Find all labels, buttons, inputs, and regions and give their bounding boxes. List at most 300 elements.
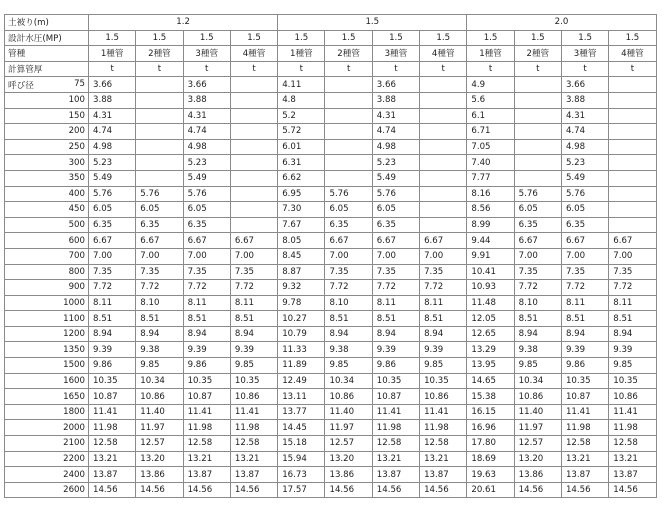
thickness-cell[interactable]: 10.87 bbox=[561, 389, 608, 405]
thickness-cell[interactable]: 15.38 bbox=[467, 389, 514, 405]
thickness-cell[interactable]: 6.35 bbox=[136, 217, 183, 233]
thickness-cell[interactable]: 11.97 bbox=[514, 420, 561, 436]
thickness-cell[interactable]: 8.11 bbox=[372, 295, 419, 311]
diameter-cell[interactable]: 450 bbox=[5, 202, 89, 218]
thickness-cell[interactable]: 7.00 bbox=[514, 248, 561, 264]
thickness-cell[interactable]: 12.58 bbox=[609, 436, 656, 452]
thickness-cell[interactable]: 8.99 bbox=[467, 217, 514, 233]
thickness-cell[interactable] bbox=[230, 108, 277, 124]
thickness-cell[interactable]: 6.67 bbox=[136, 233, 183, 249]
thickness-cell[interactable]: 10.34 bbox=[136, 373, 183, 389]
thickness-cell[interactable]: 8.94 bbox=[561, 326, 608, 342]
thickness-cell[interactable]: 12.58 bbox=[372, 436, 419, 452]
pipe-type-cell[interactable]: 4種管 bbox=[609, 46, 656, 62]
thickness-cell[interactable]: 14.56 bbox=[420, 482, 467, 498]
thickness-cell[interactable]: 3.88 bbox=[183, 92, 230, 108]
thickness-cell[interactable] bbox=[420, 92, 467, 108]
pipe-type-cell[interactable]: 4種管 bbox=[230, 46, 277, 62]
thickness-cell[interactable]: 13.21 bbox=[372, 451, 419, 467]
thickness-cell[interactable]: 7.35 bbox=[420, 264, 467, 280]
diameter-cell[interactable]: 2600 bbox=[5, 482, 89, 498]
thickness-cell[interactable]: 5.76 bbox=[514, 186, 561, 202]
thickness-cell[interactable]: 4.31 bbox=[183, 108, 230, 124]
pipe-type-cell[interactable]: 3種管 bbox=[372, 46, 419, 62]
thickness-cell[interactable] bbox=[230, 202, 277, 218]
thickness-cell[interactable]: 7.72 bbox=[325, 280, 372, 296]
thickness-cell[interactable]: 6.35 bbox=[325, 217, 372, 233]
diameter-cell[interactable]: 2000 bbox=[5, 420, 89, 436]
thickness-cell[interactable]: 13.21 bbox=[230, 451, 277, 467]
thickness-cell[interactable]: 12.57 bbox=[325, 436, 372, 452]
thickness-cell[interactable]: 7.72 bbox=[89, 280, 136, 296]
diameter-cell[interactable]: 1500 bbox=[5, 358, 89, 374]
thickness-cell[interactable]: 12.58 bbox=[420, 436, 467, 452]
thickness-cell[interactable]: 8.10 bbox=[514, 295, 561, 311]
thickness-cell[interactable]: 6.95 bbox=[278, 186, 325, 202]
thickness-cell[interactable]: 6.05 bbox=[514, 202, 561, 218]
diameter-cell[interactable]: 350 bbox=[5, 170, 89, 186]
thickness-cell[interactable]: 6.71 bbox=[467, 124, 514, 140]
thickness-cell[interactable]: 6.05 bbox=[89, 202, 136, 218]
thickness-cell[interactable]: 10.35 bbox=[230, 373, 277, 389]
thickness-cell[interactable] bbox=[514, 139, 561, 155]
thickness-cell[interactable]: 8.10 bbox=[325, 295, 372, 311]
thickness-cell[interactable]: 11.98 bbox=[89, 420, 136, 436]
pressure-cell[interactable]: 1.5 bbox=[183, 30, 230, 46]
thickness-cell[interactable]: 8.51 bbox=[89, 311, 136, 327]
thickness-cell[interactable]: 8.94 bbox=[609, 326, 656, 342]
thickness-cell[interactable]: 9.85 bbox=[325, 358, 372, 374]
thickness-cell[interactable]: 6.05 bbox=[183, 202, 230, 218]
thickness-cell[interactable]: 11.40 bbox=[136, 404, 183, 420]
thickness-cell[interactable]: 8.11 bbox=[561, 295, 608, 311]
thickness-cell[interactable]: 10.35 bbox=[89, 373, 136, 389]
thickness-cell[interactable]: 9.32 bbox=[278, 280, 325, 296]
thickness-cell[interactable] bbox=[136, 170, 183, 186]
unit-cell[interactable]: t bbox=[278, 61, 325, 77]
thickness-cell[interactable] bbox=[420, 139, 467, 155]
thickness-cell[interactable]: 9.86 bbox=[183, 358, 230, 374]
thickness-cell[interactable]: 8.51 bbox=[325, 311, 372, 327]
thickness-cell[interactable]: 6.67 bbox=[514, 233, 561, 249]
thickness-cell[interactable]: 17.57 bbox=[278, 482, 325, 498]
thickness-cell[interactable]: 13.20 bbox=[136, 451, 183, 467]
thickness-cell[interactable]: 4.31 bbox=[561, 108, 608, 124]
thickness-cell[interactable]: 4.98 bbox=[561, 139, 608, 155]
thickness-cell[interactable]: 19.63 bbox=[467, 467, 514, 483]
thickness-cell[interactable]: 13.87 bbox=[372, 467, 419, 483]
thickness-cell[interactable]: 13.86 bbox=[136, 467, 183, 483]
thickness-cell[interactable]: 10.86 bbox=[420, 389, 467, 405]
pressure-cell[interactable]: 1.5 bbox=[467, 30, 514, 46]
thickness-cell[interactable]: 11.41 bbox=[372, 404, 419, 420]
thickness-cell[interactable]: 11.41 bbox=[561, 404, 608, 420]
diameter-cell[interactable]: 300 bbox=[5, 155, 89, 171]
thickness-cell[interactable]: 14.56 bbox=[325, 482, 372, 498]
thickness-cell[interactable]: 6.31 bbox=[278, 155, 325, 171]
thickness-cell[interactable]: 8.51 bbox=[514, 311, 561, 327]
thickness-cell[interactable]: 5.49 bbox=[183, 170, 230, 186]
thickness-cell[interactable]: 13.20 bbox=[325, 451, 372, 467]
thickness-cell[interactable]: 14.56 bbox=[183, 482, 230, 498]
thickness-cell[interactable]: 13.21 bbox=[609, 451, 656, 467]
thickness-cell[interactable] bbox=[420, 155, 467, 171]
thickness-cell[interactable]: 11.98 bbox=[372, 420, 419, 436]
thickness-cell[interactable] bbox=[230, 217, 277, 233]
unit-cell[interactable]: t bbox=[136, 61, 183, 77]
thickness-cell[interactable]: 10.87 bbox=[89, 389, 136, 405]
pipe-type-cell[interactable]: 4種管 bbox=[420, 46, 467, 62]
thickness-cell[interactable]: 9.39 bbox=[372, 342, 419, 358]
thickness-cell[interactable] bbox=[325, 108, 372, 124]
diameter-cell[interactable]: 2400 bbox=[5, 467, 89, 483]
thickness-cell[interactable]: 11.89 bbox=[278, 358, 325, 374]
diameter-cell[interactable]: 500 bbox=[5, 217, 89, 233]
thickness-cell[interactable]: 9.39 bbox=[609, 342, 656, 358]
thickness-cell[interactable]: 15.94 bbox=[278, 451, 325, 467]
pipe-type-cell[interactable]: 1種管 bbox=[278, 46, 325, 62]
thickness-cell[interactable]: 8.11 bbox=[89, 295, 136, 311]
pipe-type-label[interactable]: 管種 bbox=[5, 46, 89, 62]
thickness-cell[interactable]: 6.35 bbox=[514, 217, 561, 233]
thickness-cell[interactable]: 7.00 bbox=[609, 248, 656, 264]
thickness-cell[interactable]: 5.72 bbox=[278, 124, 325, 140]
thickness-cell[interactable]: 11.97 bbox=[136, 420, 183, 436]
thickness-cell[interactable]: 4.98 bbox=[89, 139, 136, 155]
thickness-cell[interactable] bbox=[230, 92, 277, 108]
thickness-cell[interactable]: 10.86 bbox=[325, 389, 372, 405]
thickness-cell[interactable]: 7.35 bbox=[89, 264, 136, 280]
thickness-cell[interactable]: 9.86 bbox=[561, 358, 608, 374]
thickness-cell[interactable]: 11.40 bbox=[514, 404, 561, 420]
thickness-cell[interactable] bbox=[609, 139, 656, 155]
thickness-cell[interactable]: 7.72 bbox=[609, 280, 656, 296]
diameter-cell[interactable]: 1800 bbox=[5, 404, 89, 420]
unit-cell[interactable]: t bbox=[89, 61, 136, 77]
thickness-cell[interactable]: 13.29 bbox=[467, 342, 514, 358]
thickness-cell[interactable]: 14.56 bbox=[89, 482, 136, 498]
unit-cell[interactable]: t bbox=[514, 61, 561, 77]
thickness-cell[interactable] bbox=[136, 92, 183, 108]
unit-cell[interactable]: t bbox=[561, 61, 608, 77]
pipe-type-cell[interactable]: 1種管 bbox=[467, 46, 514, 62]
thickness-cell[interactable]: 8.51 bbox=[609, 311, 656, 327]
thickness-cell[interactable]: 4.74 bbox=[372, 124, 419, 140]
thickness-cell[interactable]: 3.66 bbox=[89, 77, 136, 93]
thickness-cell[interactable]: 11.97 bbox=[325, 420, 372, 436]
thickness-cell[interactable]: 11.40 bbox=[325, 404, 372, 420]
thickness-cell[interactable] bbox=[230, 186, 277, 202]
thickness-cell[interactable]: 13.87 bbox=[561, 467, 608, 483]
thickness-cell[interactable]: 8.87 bbox=[278, 264, 325, 280]
thickness-cell[interactable]: 12.58 bbox=[89, 436, 136, 452]
thickness-cell[interactable]: 7.35 bbox=[230, 264, 277, 280]
thickness-cell[interactable]: 12.57 bbox=[136, 436, 183, 452]
thickness-cell[interactable] bbox=[514, 170, 561, 186]
thickness-cell[interactable]: 14.56 bbox=[136, 482, 183, 498]
thickness-cell[interactable] bbox=[325, 92, 372, 108]
thickness-cell[interactable]: 13.86 bbox=[325, 467, 372, 483]
thickness-cell[interactable]: 6.35 bbox=[183, 217, 230, 233]
diameter-cell[interactable]: 1650 bbox=[5, 389, 89, 405]
thickness-cell[interactable]: 5.23 bbox=[372, 155, 419, 171]
thickness-cell[interactable] bbox=[230, 124, 277, 140]
pressure-cell[interactable]: 1.5 bbox=[420, 30, 467, 46]
thickness-cell[interactable]: 6.67 bbox=[183, 233, 230, 249]
thickness-cell[interactable] bbox=[136, 124, 183, 140]
unit-cell[interactable]: t bbox=[467, 61, 514, 77]
thickness-cell[interactable] bbox=[136, 155, 183, 171]
thickness-cell[interactable]: 10.79 bbox=[278, 326, 325, 342]
diameter-cell[interactable]: 900 bbox=[5, 280, 89, 296]
thickness-cell[interactable]: 11.33 bbox=[278, 342, 325, 358]
thickness-cell[interactable]: 8.56 bbox=[467, 202, 514, 218]
diameter-cell[interactable]: 600 bbox=[5, 233, 89, 249]
soil-cover-group-3[interactable]: 2.0 bbox=[467, 15, 656, 31]
unit-cell[interactable]: t bbox=[183, 61, 230, 77]
thickness-cell[interactable]: 7.35 bbox=[183, 264, 230, 280]
thickness-cell[interactable]: 6.67 bbox=[420, 233, 467, 249]
thickness-cell[interactable]: 10.35 bbox=[372, 373, 419, 389]
thickness-cell[interactable]: 7.35 bbox=[372, 264, 419, 280]
thickness-cell[interactable]: 7.35 bbox=[325, 264, 372, 280]
thickness-cell[interactable]: 14.65 bbox=[467, 373, 514, 389]
thickness-cell[interactable]: 20.61 bbox=[467, 482, 514, 498]
thickness-cell[interactable] bbox=[230, 77, 277, 93]
thickness-cell[interactable]: 5.23 bbox=[183, 155, 230, 171]
pressure-cell[interactable]: 1.5 bbox=[136, 30, 183, 46]
diameter-cell[interactable]: 1000 bbox=[5, 295, 89, 311]
diameter-cell[interactable]: 400 bbox=[5, 186, 89, 202]
thickness-cell[interactable] bbox=[230, 170, 277, 186]
thickness-cell[interactable]: 8.51 bbox=[183, 311, 230, 327]
thickness-cell[interactable]: 9.39 bbox=[561, 342, 608, 358]
thickness-cell[interactable]: 4.74 bbox=[561, 124, 608, 140]
pipe-type-cell[interactable]: 2種管 bbox=[325, 46, 372, 62]
thickness-cell[interactable]: 12.58 bbox=[230, 436, 277, 452]
thickness-cell[interactable] bbox=[420, 124, 467, 140]
thickness-cell[interactable]: 8.11 bbox=[230, 295, 277, 311]
thickness-cell[interactable]: 7.05 bbox=[467, 139, 514, 155]
thickness-cell[interactable]: 9.86 bbox=[372, 358, 419, 374]
thickness-cell[interactable] bbox=[609, 202, 656, 218]
thickness-cell[interactable]: 10.35 bbox=[420, 373, 467, 389]
thickness-cell[interactable]: 9.85 bbox=[420, 358, 467, 374]
thickness-cell[interactable]: 7.00 bbox=[325, 248, 372, 264]
thickness-cell[interactable]: 10.35 bbox=[183, 373, 230, 389]
thickness-cell[interactable] bbox=[420, 217, 467, 233]
unit-cell[interactable]: t bbox=[325, 61, 372, 77]
thickness-cell[interactable]: 13.21 bbox=[420, 451, 467, 467]
thickness-cell[interactable]: 4.31 bbox=[89, 108, 136, 124]
thickness-cell[interactable] bbox=[514, 92, 561, 108]
thickness-cell[interactable] bbox=[420, 170, 467, 186]
thickness-cell[interactable]: 7.35 bbox=[514, 264, 561, 280]
thickness-cell[interactable]: 5.76 bbox=[89, 186, 136, 202]
thickness-cell[interactable]: 8.11 bbox=[420, 295, 467, 311]
thickness-cell[interactable]: 8.51 bbox=[420, 311, 467, 327]
thickness-cell[interactable] bbox=[420, 202, 467, 218]
thickness-cell[interactable]: 14.45 bbox=[278, 420, 325, 436]
thickness-cell[interactable]: 17.80 bbox=[467, 436, 514, 452]
thickness-cell[interactable] bbox=[325, 155, 372, 171]
thickness-cell[interactable]: 5.23 bbox=[89, 155, 136, 171]
pipe-type-cell[interactable]: 1種管 bbox=[89, 46, 136, 62]
thickness-cell[interactable]: 12.58 bbox=[183, 436, 230, 452]
pressure-cell[interactable]: 1.5 bbox=[278, 30, 325, 46]
thickness-cell[interactable]: 9.39 bbox=[89, 342, 136, 358]
thickness-cell[interactable]: 8.94 bbox=[230, 326, 277, 342]
thickness-cell[interactable]: 6.67 bbox=[372, 233, 419, 249]
thickness-cell[interactable]: 3.66 bbox=[561, 77, 608, 93]
thickness-cell[interactable]: 7.35 bbox=[136, 264, 183, 280]
pipe-type-cell[interactable]: 2種管 bbox=[514, 46, 561, 62]
thickness-cell[interactable]: 11.41 bbox=[89, 404, 136, 420]
thickness-cell[interactable]: 4.11 bbox=[278, 77, 325, 93]
thickness-cell[interactable]: 7.72 bbox=[136, 280, 183, 296]
unit-cell[interactable]: t bbox=[230, 61, 277, 77]
thickness-cell[interactable]: 5.23 bbox=[561, 155, 608, 171]
thickness-cell[interactable]: 6.67 bbox=[609, 233, 656, 249]
thickness-cell[interactable] bbox=[609, 108, 656, 124]
thickness-cell[interactable]: 8.51 bbox=[561, 311, 608, 327]
thickness-cell[interactable]: 9.85 bbox=[136, 358, 183, 374]
thickness-cell[interactable]: 8.94 bbox=[420, 326, 467, 342]
thickness-cell[interactable] bbox=[609, 186, 656, 202]
thickness-cell[interactable]: 7.35 bbox=[561, 264, 608, 280]
thickness-cell[interactable]: 10.86 bbox=[609, 389, 656, 405]
pipe-type-cell[interactable]: 3種管 bbox=[561, 46, 608, 62]
thickness-cell[interactable]: 13.87 bbox=[89, 467, 136, 483]
thickness-cell[interactable]: 14.56 bbox=[561, 482, 608, 498]
thickness-cell[interactable]: 7.00 bbox=[420, 248, 467, 264]
thickness-cell[interactable]: 5.76 bbox=[325, 186, 372, 202]
pressure-cell[interactable]: 1.5 bbox=[89, 30, 136, 46]
thickness-cell[interactable]: 8.05 bbox=[278, 233, 325, 249]
unit-cell[interactable]: t bbox=[420, 61, 467, 77]
thickness-cell[interactable]: 7.00 bbox=[89, 248, 136, 264]
thickness-cell[interactable]: 3.88 bbox=[89, 92, 136, 108]
thickness-cell[interactable]: 12.65 bbox=[467, 326, 514, 342]
thickness-cell[interactable] bbox=[420, 186, 467, 202]
calc-thickness-label[interactable]: 計算管厚 bbox=[5, 61, 89, 77]
thickness-cell[interactable]: 8.45 bbox=[278, 248, 325, 264]
thickness-cell[interactable]: 10.34 bbox=[325, 373, 372, 389]
thickness-cell[interactable]: 10.86 bbox=[136, 389, 183, 405]
thickness-cell[interactable]: 8.11 bbox=[183, 295, 230, 311]
thickness-cell[interactable]: 6.1 bbox=[467, 108, 514, 124]
thickness-cell[interactable]: 7.00 bbox=[561, 248, 608, 264]
thickness-cell[interactable]: 13.77 bbox=[278, 404, 325, 420]
thickness-cell[interactable]: 11.98 bbox=[420, 420, 467, 436]
thickness-cell[interactable]: 7.30 bbox=[278, 202, 325, 218]
thickness-cell[interactable] bbox=[609, 77, 656, 93]
pressure-cell[interactable]: 1.5 bbox=[372, 30, 419, 46]
thickness-cell[interactable]: 8.94 bbox=[514, 326, 561, 342]
thickness-cell[interactable]: 11.48 bbox=[467, 295, 514, 311]
thickness-cell[interactable]: 11.41 bbox=[420, 404, 467, 420]
thickness-cell[interactable]: 8.51 bbox=[136, 311, 183, 327]
thickness-cell[interactable]: 9.91 bbox=[467, 248, 514, 264]
thickness-cell[interactable]: 8.94 bbox=[183, 326, 230, 342]
thickness-cell[interactable]: 8.51 bbox=[230, 311, 277, 327]
thickness-cell[interactable]: 5.76 bbox=[561, 186, 608, 202]
thickness-cell[interactable]: 9.38 bbox=[514, 342, 561, 358]
thickness-cell[interactable]: 10.27 bbox=[278, 311, 325, 327]
thickness-cell[interactable]: 5.76 bbox=[183, 186, 230, 202]
thickness-cell[interactable]: 7.72 bbox=[183, 280, 230, 296]
thickness-cell[interactable]: 16.73 bbox=[278, 467, 325, 483]
thickness-cell[interactable] bbox=[325, 77, 372, 93]
diameter-cell[interactable] bbox=[5, 77, 89, 93]
thickness-cell[interactable]: 6.67 bbox=[230, 233, 277, 249]
soil-cover-group-1[interactable]: 1.2 bbox=[89, 15, 278, 31]
thickness-cell[interactable]: 4.98 bbox=[372, 139, 419, 155]
thickness-cell[interactable]: 10.35 bbox=[609, 373, 656, 389]
thickness-cell[interactable] bbox=[514, 108, 561, 124]
thickness-cell[interactable] bbox=[325, 139, 372, 155]
thickness-cell[interactable]: 10.35 bbox=[561, 373, 608, 389]
thickness-cell[interactable]: 5.49 bbox=[372, 170, 419, 186]
design-pressure-label[interactable]: 設計水圧(MP) bbox=[5, 30, 89, 46]
thickness-cell[interactable]: 7.35 bbox=[609, 264, 656, 280]
pressure-cell[interactable]: 1.5 bbox=[609, 30, 656, 46]
thickness-cell[interactable] bbox=[609, 92, 656, 108]
thickness-cell[interactable]: 7.67 bbox=[278, 217, 325, 233]
thickness-cell[interactable]: 6.05 bbox=[372, 202, 419, 218]
thickness-cell[interactable]: 13.86 bbox=[514, 467, 561, 483]
thickness-cell[interactable] bbox=[514, 155, 561, 171]
thickness-cell[interactable]: 9.39 bbox=[183, 342, 230, 358]
thickness-cell[interactable]: 5.76 bbox=[136, 186, 183, 202]
thickness-cell[interactable]: 6.05 bbox=[561, 202, 608, 218]
thickness-cell[interactable]: 7.72 bbox=[230, 280, 277, 296]
thickness-cell[interactable]: 5.2 bbox=[278, 108, 325, 124]
thickness-cell[interactable]: 6.35 bbox=[372, 217, 419, 233]
thickness-cell[interactable]: 5.49 bbox=[561, 170, 608, 186]
thickness-cell[interactable]: 8.94 bbox=[372, 326, 419, 342]
diameter-cell[interactable]: 700 bbox=[5, 248, 89, 264]
thickness-cell[interactable]: 3.66 bbox=[183, 77, 230, 93]
thickness-cell[interactable] bbox=[230, 139, 277, 155]
thickness-cell[interactable]: 10.93 bbox=[467, 280, 514, 296]
thickness-cell[interactable]: 4.31 bbox=[372, 108, 419, 124]
thickness-cell[interactable]: 7.72 bbox=[561, 280, 608, 296]
thickness-cell[interactable]: 9.39 bbox=[230, 342, 277, 358]
thickness-cell[interactable]: 6.05 bbox=[136, 202, 183, 218]
thickness-cell[interactable]: 7.00 bbox=[372, 248, 419, 264]
thickness-cell[interactable]: 13.87 bbox=[609, 467, 656, 483]
thickness-cell[interactable]: 7.00 bbox=[230, 248, 277, 264]
thickness-cell[interactable]: 12.58 bbox=[561, 436, 608, 452]
thickness-cell[interactable]: 3.66 bbox=[372, 77, 419, 93]
thickness-cell[interactable] bbox=[514, 77, 561, 93]
pressure-cell[interactable]: 1.5 bbox=[561, 30, 608, 46]
thickness-cell[interactable]: 8.94 bbox=[136, 326, 183, 342]
thickness-cell[interactable] bbox=[325, 124, 372, 140]
thickness-cell[interactable]: 7.00 bbox=[136, 248, 183, 264]
thickness-cell[interactable]: 7.77 bbox=[467, 170, 514, 186]
pressure-cell[interactable]: 1.5 bbox=[325, 30, 372, 46]
thickness-cell[interactable]: 11.98 bbox=[183, 420, 230, 436]
thickness-cell[interactable]: 5.6 bbox=[467, 92, 514, 108]
thickness-cell[interactable]: 7.72 bbox=[420, 280, 467, 296]
pressure-cell[interactable]: 1.5 bbox=[230, 30, 277, 46]
thickness-cell[interactable] bbox=[136, 108, 183, 124]
thickness-cell[interactable]: 9.44 bbox=[467, 233, 514, 249]
thickness-cell[interactable]: 10.87 bbox=[183, 389, 230, 405]
thickness-cell[interactable]: 8.16 bbox=[467, 186, 514, 202]
